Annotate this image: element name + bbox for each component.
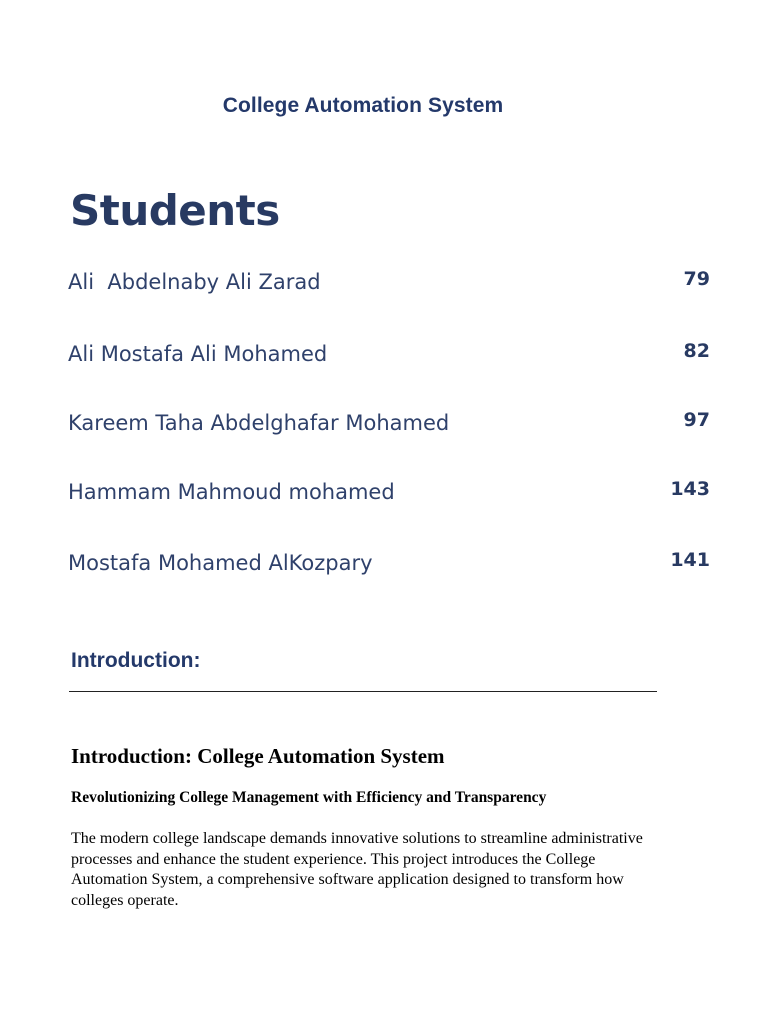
student-name: Mostafa Mohamed AlKozpary — [68, 551, 373, 575]
student-name: Ali Abdelnaby Ali Zarad — [68, 270, 321, 294]
introduction-heading: Introduction: College Automation System — [71, 744, 445, 768]
student-row — [68, 342, 716, 376]
students-heading: Students — [70, 186, 280, 235]
student-row — [68, 270, 716, 304]
document-title: College Automation System — [222, 94, 504, 117]
student-row — [68, 551, 716, 585]
introduction-body: The modern college landscape demands innovative solutions to streamline administrative processes and enhance the student experience. This project introduces the College Automation System, a comprehensive software application designed to transform how colleges operate. — [71, 830, 643, 909]
student-name: Hammam Mahmoud mohamed — [68, 480, 395, 504]
introduction-label: Introduction: — [71, 649, 201, 672]
divider — [69, 691, 657, 692]
student-id: 79 — [683, 268, 710, 290]
student-id: 141 — [670, 549, 710, 571]
student-name: Ali Mostafa Ali Mohamed — [68, 342, 328, 366]
student-name: Kareem Taha Abdelghafar Mohamed — [68, 411, 450, 435]
student-row — [68, 411, 716, 445]
introduction-subheading: Revolutionizing College Management with Efficiency and Transparency — [71, 789, 547, 806]
student-row — [68, 480, 716, 514]
student-id: 143 — [670, 478, 710, 500]
student-id: 82 — [683, 340, 710, 362]
student-id: 97 — [683, 409, 710, 431]
